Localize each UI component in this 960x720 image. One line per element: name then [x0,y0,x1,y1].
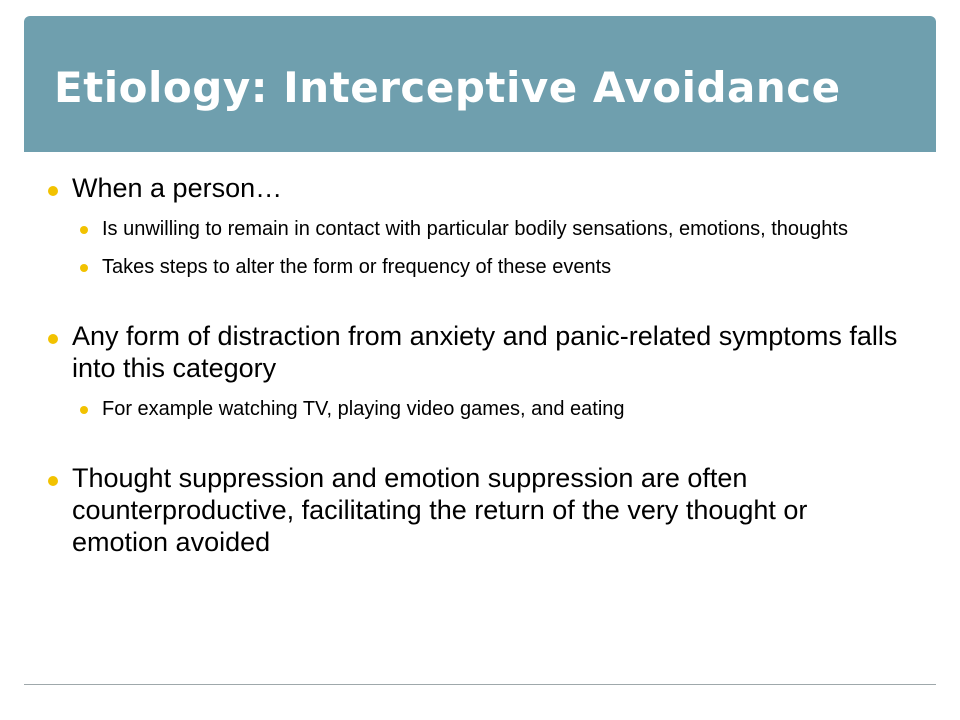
bullet-1-sub-1-text: Is unwilling to remain in contact with particular bodily sensations, emotions, thoughts [102,218,848,240]
bullet-2-text: Any form of distraction from anxiety and panic-related symptoms falls into this category [72,321,898,383]
bullet-2 [44,320,904,384]
bullet-1-text: When a person… [72,173,283,203]
bullet-1-sub-2-text: Takes steps to alter the form or frequency of these events [102,256,612,278]
sub-bullet-dot-icon [80,226,88,234]
bullet-1-sub-2 [78,254,904,280]
sub-bullet-dot-icon [80,264,88,272]
slide-content [44,168,904,558]
slide-title: Etiology: Interceptive Avoidance [54,63,841,112]
bullet-2-sub-1-text: For example watching TV, playing video games, and eating [102,398,625,420]
bullet-dot-icon [48,334,58,344]
bullet-3-text: Thought suppression and emotion suppression are often counterproductive, facilitating the return of the very thought or emotion avoided [72,463,808,557]
bullet-2-sub-1 [78,396,904,422]
bullet-dot-icon [48,186,58,196]
footer-divider [24,684,936,685]
bullet-1 [44,172,904,204]
sub-bullet-dot-icon [80,406,88,414]
title-bar [24,16,936,152]
bullet-3 [44,462,904,558]
bullet-1-sub-1 [78,216,904,242]
bullet-dot-icon [48,476,58,486]
